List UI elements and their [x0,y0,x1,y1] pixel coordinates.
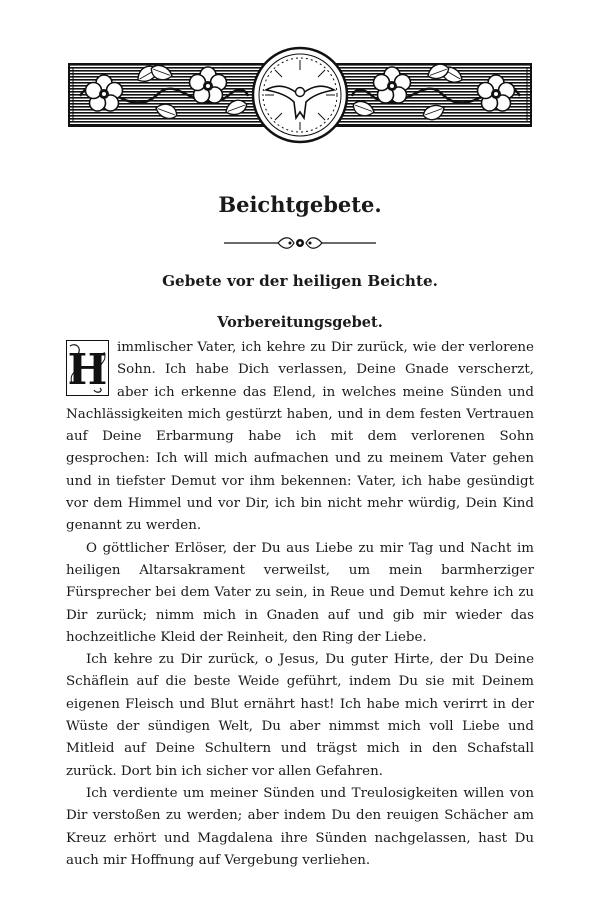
paragraph-1-text: immlischer Vater, ich kehre zu Dir zurück, wie der verlorene Sohn. Ich habe Dich verlassen, Deine Gnade verscherzt, aber ich erkenne das Elend, in welches meine Sünden und Nachlässigkeiten mich gestürzt haben, und in dem festen Vertrauen auf Deine Erbarmung habe ich mit dem verlorenen Sohn gesprochen: Ich will mich aufmachen und zu meinem Vater gehen und in tiefster Demut vor ihm bekennen: Vater, ich habe gesündigt vor dem Himmel und vor Dir, ich bin nicht mehr würdig, Dein Kind genannt zu werden. [66,340,534,534]
title-divider-ornament [224,234,376,252]
dove-medallion [253,48,347,142]
header-ornament-banner [68,46,532,144]
prayer-text [66,337,534,872]
paragraph-4: Ich verdiente um meiner Sünden und Treulosigkeiten willen von Dir verstoßen zu werden; aber indem Du den reuigen Schächer am Kreuz erhört und Magdalena ihre Sünden nachgelassen, hast Du auch mir Hoffnung auf Vergebung verliehen. [66,785,534,868]
paragraph-3: Ich kehre zu Dir zurück, o Jesus, Du guter Hirte, der Du Deine Schäflein auf die beste Weide geführt, indem Du sie mit Deinem eigenen Fleisch und Blut ernährt hast! Ich habe mich verirrt in der Wüste der sündigen Welt, Du aber nimmst mich voll Liebe und Mitleid auf Deine Schultern und trägst mich in den Schafstall zurück. Dort bin ich sicher vor allen Gefahren. [66,652,534,779]
svg-text:H: H [67,345,108,394]
chapter-subtitle: Gebete vor der heiligen Beichte. [162,272,438,290]
paragraph-1 [66,337,534,538]
paragraph-2: O göttlicher Erlöser, der Du aus Liebe zu mir Tag und Nacht im heiligen Altarsakrament verweilst, um mein barmherziger Fürsprecher bei dem Vater zu sein, in Reue und Demut kehre ich zu Dir zurück; nimm mich in Gnaden auf und gib mir wieder das hochzeitliche Kleid der Reinheit, den Ring der Liebe. [66,540,534,645]
section-title: Vorbereitungsgebet. [217,314,383,331]
dropcap-letter [66,340,109,396]
page-title: Beichtgebete. [218,192,382,217]
